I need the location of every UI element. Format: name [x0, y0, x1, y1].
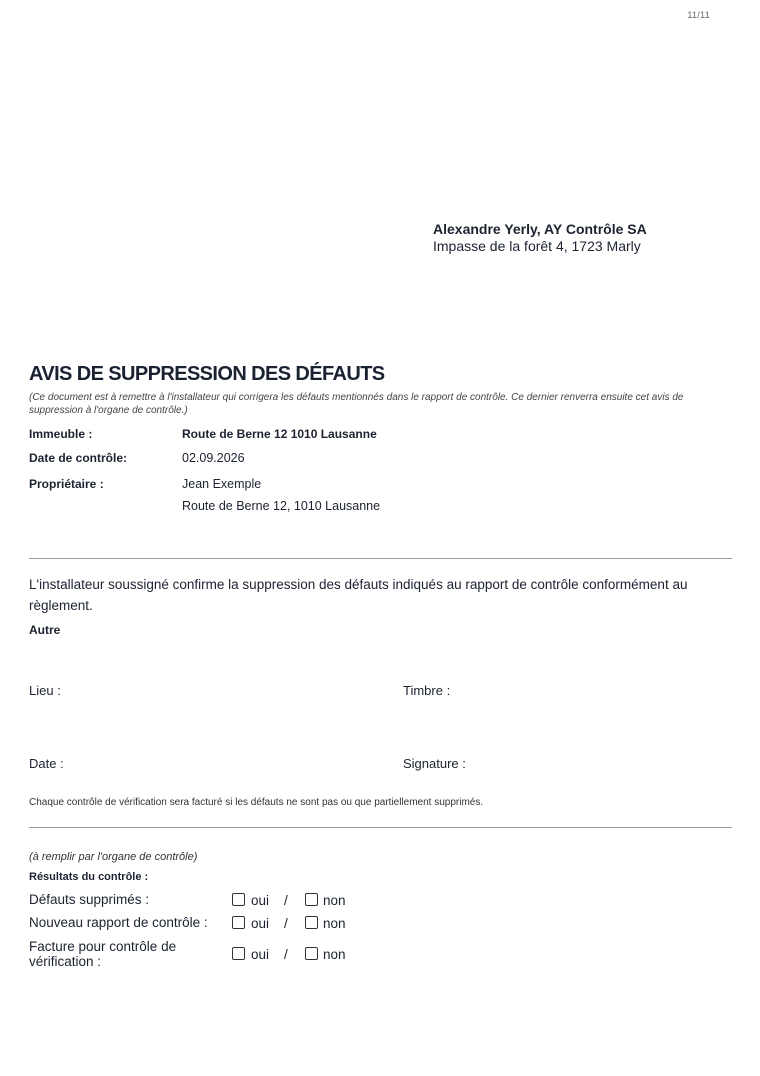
new-report-yes-checkbox[interactable]	[232, 916, 245, 929]
invoice-verification-no-checkbox[interactable]	[305, 947, 318, 960]
inspection-date-label: Date de contrôle:	[29, 451, 128, 465]
separator: /	[284, 893, 288, 908]
other-label: Autre	[29, 623, 61, 637]
owner-label: Propriétaire :	[29, 477, 104, 491]
stamp-label: Timbre :	[403, 683, 451, 698]
yes-label: oui	[251, 916, 270, 931]
section-divider	[29, 827, 732, 828]
section-divider	[29, 558, 732, 559]
results-note: (à remplir par l'organe de contrôle)	[29, 851, 198, 863]
recipient-name: Alexandre Yerly, AY Contrôle SA	[433, 221, 647, 237]
owner-name: Jean Exemple	[182, 477, 262, 491]
defects-removed-yes-checkbox[interactable]	[232, 893, 245, 906]
yes-label: oui	[251, 893, 270, 908]
separator: /	[284, 916, 288, 931]
building-label: Immeuble :	[29, 427, 93, 441]
new-report-label: Nouveau rapport de contrôle :	[29, 915, 208, 930]
invoice-verification-label: Facture pour contrôle de vérification :	[29, 939, 177, 969]
notice-subtitle: (Ce document est à remettre à l'installateur qui corrigera les défauts mentionnés dans le rapport de contrôle. Ce dernier renverra ensuite cet avis de suppression à l'organe de contrôle.)	[29, 392, 684, 416]
results-title: Résultats du contrôle :	[29, 871, 149, 883]
defects-removed-label: Défauts supprimés :	[29, 892, 150, 907]
separator: /	[284, 947, 288, 962]
page-number: 11/11	[687, 10, 710, 20]
confirmation-text: L'installateur soussigné confirme la suppression des défauts indiqués au rapport de contrôle conformément au règlement.	[29, 577, 688, 613]
recipient-address: Impasse de la forêt 4, 1723 Marly	[433, 238, 641, 254]
inspection-date-value: 02.09.2026	[182, 451, 245, 465]
invoice-verification-yes-checkbox[interactable]	[232, 947, 245, 960]
no-label: non	[323, 893, 346, 908]
page-title: AVIS DE SUPPRESSION DES DÉFAUTS	[29, 363, 385, 385]
billing-note: Chaque contrôle de vérification sera facturé si les défauts ne sont pas ou que partiellement supprimés.	[29, 797, 484, 808]
defects-removed-no-checkbox[interactable]	[305, 893, 318, 906]
yes-label: oui	[251, 947, 270, 962]
no-label: non	[323, 916, 346, 931]
no-label: non	[323, 947, 346, 962]
place-label: Lieu :	[29, 683, 61, 698]
date-label: Date :	[29, 756, 64, 771]
signature-label: Signature :	[403, 756, 466, 771]
owner-address: Route de Berne 12, 1010 Lausanne	[182, 499, 381, 513]
building-value: Route de Berne 12 1010 Lausanne	[182, 427, 377, 441]
new-report-no-checkbox[interactable]	[305, 916, 318, 929]
